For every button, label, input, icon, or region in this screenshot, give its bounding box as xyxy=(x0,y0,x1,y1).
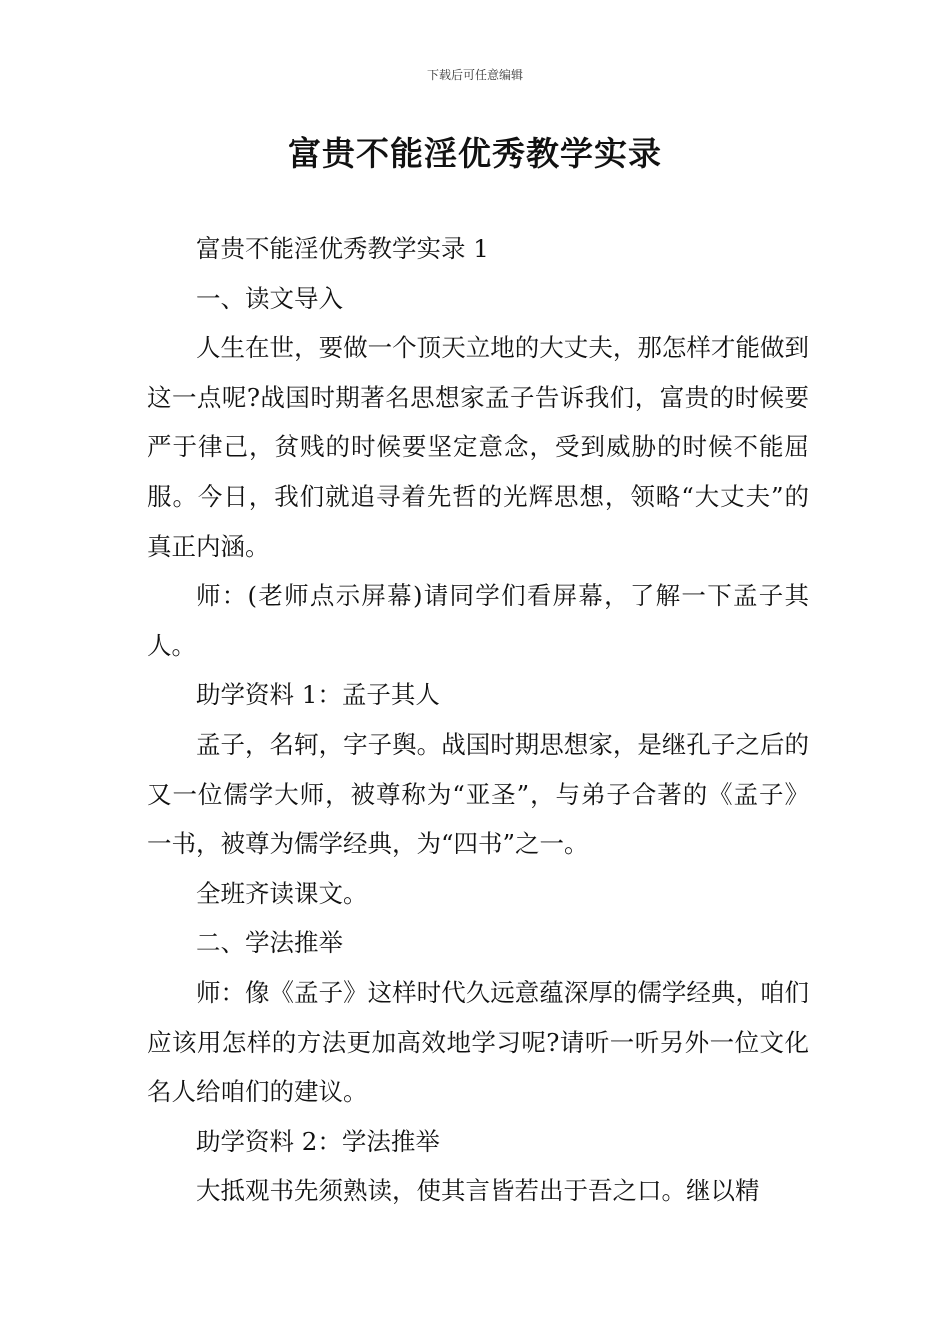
section-heading-1: 一、读文导入 xyxy=(196,283,343,313)
teacher-instruction-1: 师：(老师点示屏幕)请同学们看屏幕，了解一下孟子其人。 xyxy=(147,581,809,660)
document-body xyxy=(147,224,809,1216)
material-heading-2: 助学资料 2：学法推举 xyxy=(196,1126,440,1156)
subtitle-paragraph: 富贵不能淫优秀教学实录 1 xyxy=(196,234,489,263)
document-title: 富贵不能淫优秀教学实录 xyxy=(288,134,662,173)
reading-method-paragraph: 大抵观书先须熟读，使其言皆若出于吾之口。继以精 xyxy=(196,1176,760,1206)
teacher-instruction-2: 师：像《孟子》这样时代久远意蕴深厚的儒学经典，咱们应该用怎样的方法更加高效地学习呢?请听一听另外一位文化名人给咱们的建议。 xyxy=(147,977,809,1107)
mencius-bio-paragraph: 孟子，名轲，字子舆。战国时期思想家，是继孔子之后的又一位儒学大师，被尊称为“亚圣”，与弟子合著的《孟子》一书，被尊为儒学经典，为“四书”之一。 xyxy=(147,729,809,859)
header-note: 下载后可任意编辑 xyxy=(426,68,523,82)
class-reading-paragraph: 全班齐读课文。 xyxy=(196,878,368,908)
section-heading-2: 二、学法推举 xyxy=(196,928,343,958)
intro-paragraph: 人生在世，要做一个顶天立地的大丈夫，那怎样才能做到这一点呢?战国时期著名思想家孟子告诉我们，富贵的时候要严于律己，贫贱的时候要坚定意念，受到威胁的时候不能屈服。今日，我们就追寻着先哲的光辉思想，领略“大丈夫”的真正内涵。 xyxy=(147,333,809,561)
material-heading-1: 助学资料 1：孟子其人 xyxy=(196,680,440,710)
